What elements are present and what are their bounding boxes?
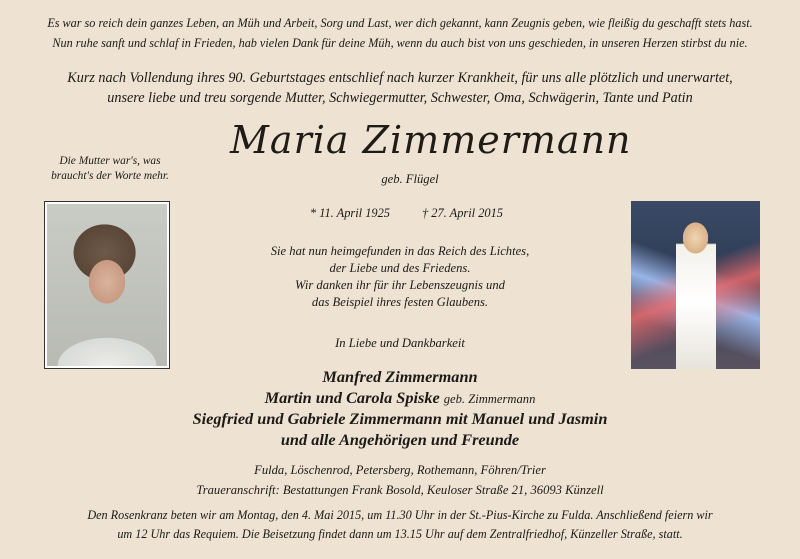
lead-line-2: unsere liebe und treu sorgende Mutter, Schwiegermutter, Schwester, Oma, Schwägerin, Tante und Patin <box>107 90 693 106</box>
verse-line-4: das Beispiel ihres festen Glaubens. <box>311 295 489 309</box>
family-line-1: Manfred Zimmermann <box>322 367 478 386</box>
verse <box>200 243 600 311</box>
birth-date: * 11. April 1925 <box>309 206 390 220</box>
deceased-name: Maria Zimmermann <box>230 118 632 162</box>
divine-mercy-image <box>631 201 760 369</box>
mourning-address: Traueranschrift: Bestattungen Frank Bosold, Keuloser Straße 21, 36093 Künzell <box>196 483 604 497</box>
portrait-photo <box>44 201 170 369</box>
family-line-2-note: geb. Zimmermann <box>443 392 536 406</box>
family-line-3: Siegfried und Gabriele Zimmermann mit Manuel und Jasmin <box>192 409 608 428</box>
service-line-1: Den Rosenkranz beten wir am Montag, den 4. Mai 2015, um 11.30 Uhr in der St.-Pius-Kirche zu Fulda. Anschließend feiern wir <box>87 508 713 522</box>
intro-line-1: Es war so reich dein ganzes Leben, an Müh und Arbeit, Sorg und Last, wer dich gekannt, kann Zeugnis geben, wie fleißig du geschafft stets hast. <box>47 16 753 30</box>
quote <box>30 154 190 184</box>
death-date: † 27. April 2015 <box>422 206 504 220</box>
maiden-name: geb. Flügel <box>381 172 439 186</box>
family-line-2-main: Martin und Carola Spiske <box>264 388 440 407</box>
closing-phrase: In Liebe und Dankbarkeit <box>335 336 465 350</box>
intro-line-2: Nun ruhe sanft und schlaf in Frieden, hab vielen Dank für deine Müh, wenn du auch bist von uns geschieden, in unseren Herzen stirbst du nie. <box>52 36 748 50</box>
quote-line-2: braucht's der Worte mehr. <box>51 170 169 182</box>
verse-line-3: Wir danken ihr für ihr Lebenszeugnis und <box>295 278 505 292</box>
verse-line-2: der Liebe und des Friedens. <box>329 261 471 275</box>
service-line-2: um 12 Uhr das Requiem. Die Beisetzung findet dann um 13.15 Uhr auf dem Zentralfriedhof, Künzeller Straße, statt. <box>117 527 683 541</box>
lead-line-1: Kurz nach Vollendung ihres 90. Geburtstages entschlief nach kurzer Krankheit, für uns alle plötzlich und unerwartet, <box>67 70 733 86</box>
places: Fulda, Löschenrod, Petersberg, Rothemann, Föhren/Trier <box>254 463 546 477</box>
verse-line-1: Sie hat nun heimgefunden in das Reich des Lichtes, <box>270 244 530 258</box>
quote-line-1: Die Mutter war's, was <box>59 155 161 167</box>
family-line-4: und alle Angehörigen und Freunde <box>280 430 520 449</box>
family-line-2 <box>0 388 800 408</box>
